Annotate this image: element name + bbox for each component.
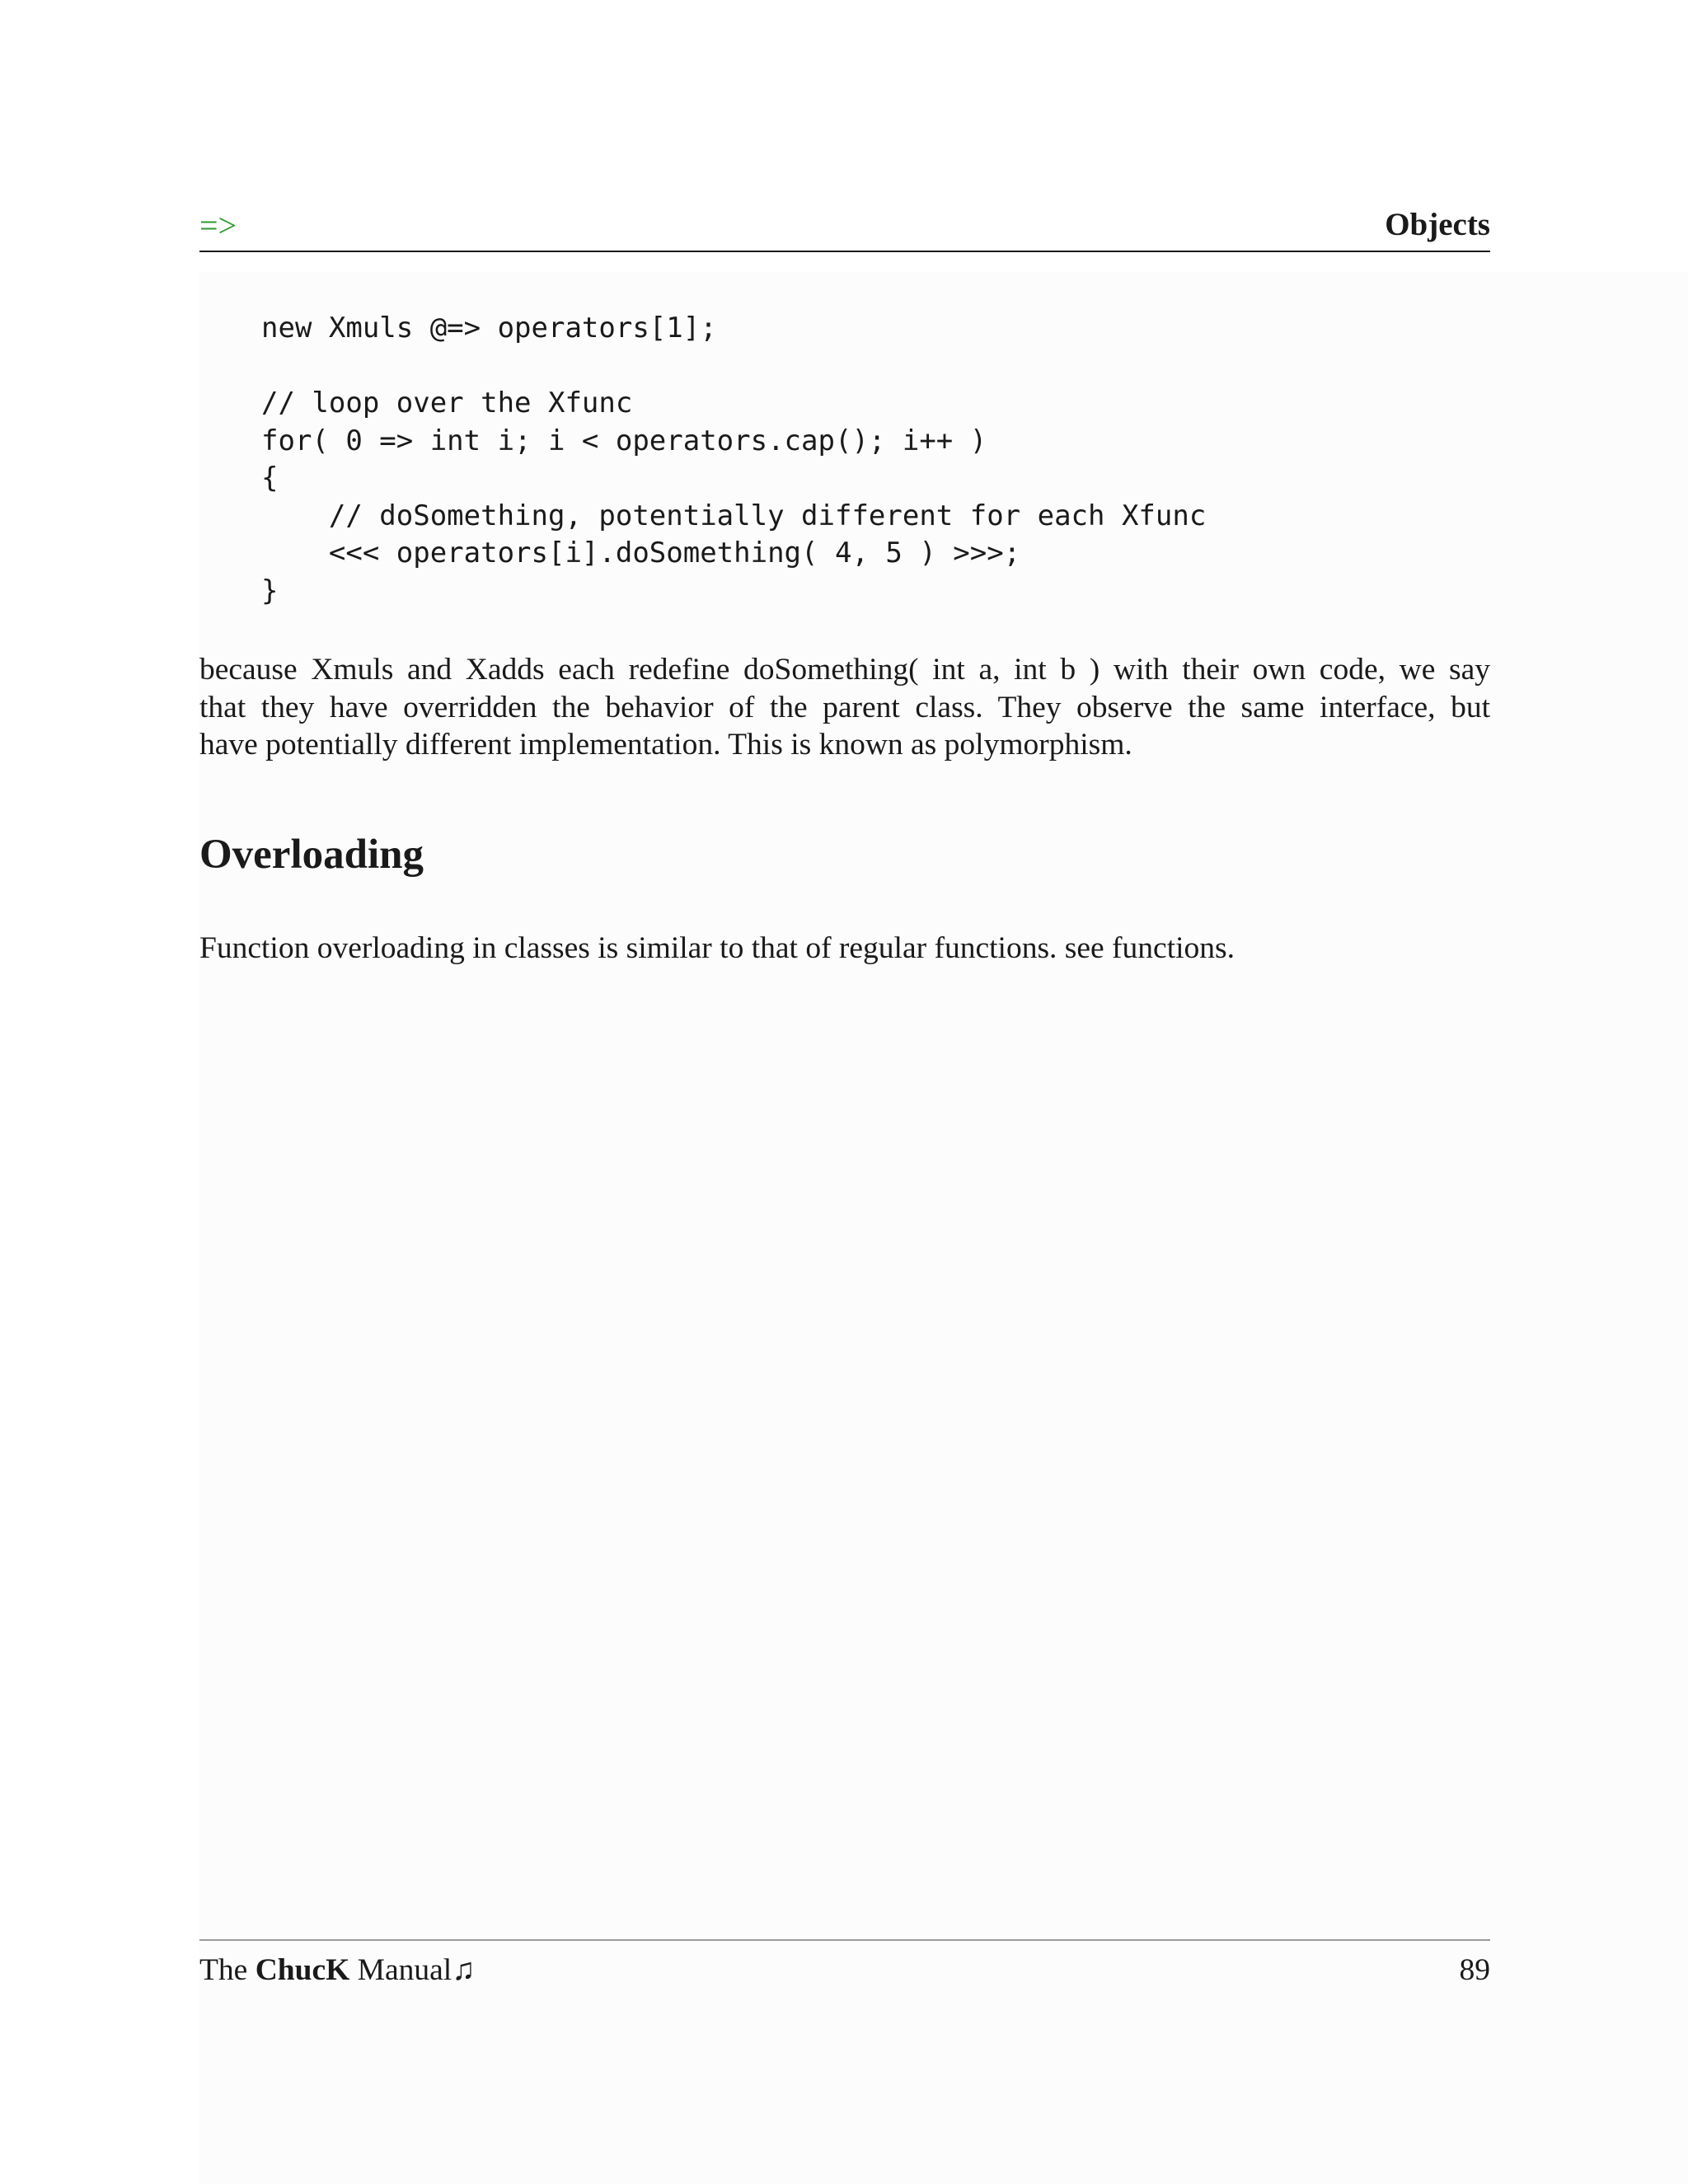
running-header: [199, 204, 1490, 252]
manual-title-suffix: Manual♫: [349, 1953, 476, 1987]
paragraph-line: have potentially different implementation. This is known as polymorphism.: [199, 728, 1132, 762]
code-line: for( 0 => int i; i < operators.cap(); i++ ): [261, 424, 987, 457]
code-line: // loop over the Xfunc: [261, 387, 633, 419]
code-line: new Xmuls @=> operators[1];: [261, 312, 717, 344]
manual-title-prefix: The: [199, 1953, 256, 1987]
chapter-title: Objects: [1385, 207, 1490, 242]
page-number: 89: [1459, 1953, 1490, 1987]
code-line: // doSomething, potentially different for each Xfunc: [261, 499, 1207, 532]
code-line: {: [261, 462, 279, 494]
running-footer: [199, 1939, 1490, 1990]
manual-title: [199, 1952, 475, 1988]
code-line: [261, 348, 1206, 386]
polymorphism-paragraph: [199, 651, 1490, 764]
code-listing: [261, 310, 1206, 610]
paragraph-line: that they have overridden the behavior of the parent class. They observe the same interface, but: [199, 690, 1490, 724]
paragraph-line: because Xmuls and Xadds each redefine doSomething( int a, int b ) with their own code, we say: [199, 653, 1490, 687]
code-line: <<< operators[i].doSomething( 4, 5 ) >>>;: [261, 537, 1021, 569]
code-line: }: [261, 574, 279, 607]
manual-title-brand: ChucK: [255, 1953, 350, 1987]
overloading-paragraph: Function overloading in classes is similar to that of regular functions. see functions.: [199, 931, 1235, 965]
chuck-operator-symbol: =>: [199, 207, 237, 244]
section-heading: Overloading: [199, 832, 424, 878]
